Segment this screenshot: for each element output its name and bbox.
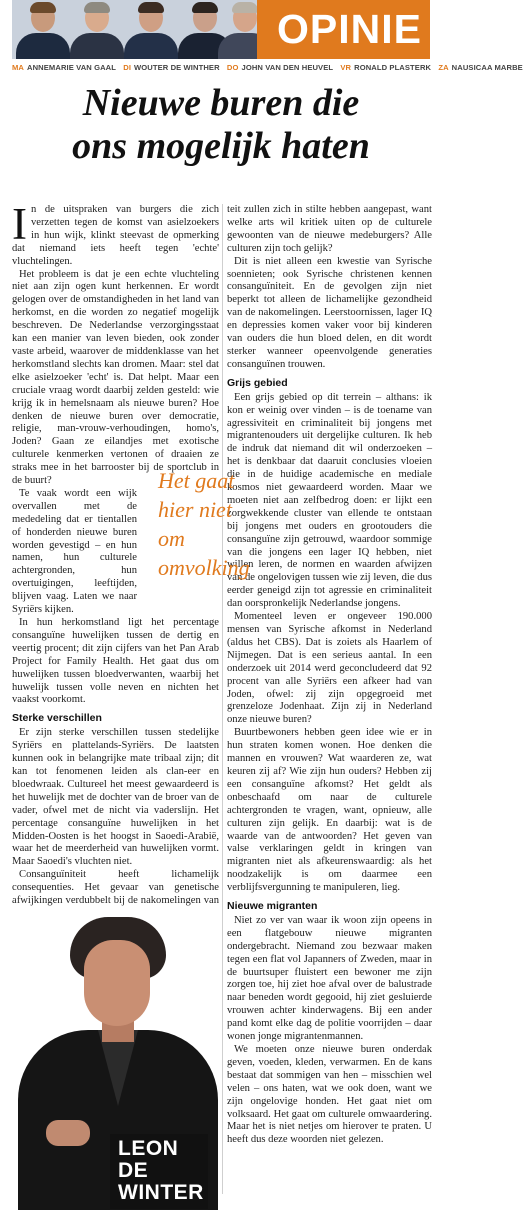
paragraph-text: n de uitspraken van burgers die zich verzetten tegen de komst van asielzoekers in hun wijk, klinkt steevast de opmerking dat niemand iets heeft tegen 'echte' vluchtelingen. (12, 204, 219, 267)
subheading: Grijs gebied (227, 376, 288, 389)
article-headline (12, 82, 430, 168)
author-name-line: LEON DE (118, 1137, 179, 1182)
author-name-box (110, 1134, 208, 1209)
columnist-portrait (14, 0, 72, 59)
byline-name: NAUSICAA MARBE (451, 63, 523, 72)
article-paragraph: teit zullen zich in stilte hebben aangepast, want welke arts wil kritiek uiten op de culturele gewoonten van de nieuwe medeburgers? Alle culturen zijn toch gelijk? (227, 204, 432, 254)
byline-name: JOHN VAN DEN HEUVEL (241, 63, 334, 72)
byline-day: ZA (438, 63, 449, 72)
article-paragraph: Momenteel leven er ongeveer 190.000 mensen van Syrische afkomst in Nederland (aldus het CBS). Dat is zoiets als Haarlem of Nijmegen. Dat is een serieus aantal. In een onderzoek uit 2014 werd geconcludeerd dat 92 procent van alle Syriërs een afkeer had van Joden, ofwel: zij zijn opgegroeid met grenzeloze Jodenhaat. Zijn zij in Nederland onze nieuwe buren? (227, 611, 432, 726)
byline-day: DO (226, 63, 239, 72)
author-photo (12, 908, 219, 1204)
section-label: OPINIE (277, 6, 422, 52)
author-face (84, 940, 150, 1026)
author-name-line: WINTER (118, 1181, 204, 1204)
subheading: Nieuwe migranten (227, 900, 318, 913)
article-paragraph (227, 392, 432, 611)
columnist-header (12, 0, 430, 59)
pull-quote-line: Het gaat (158, 468, 235, 493)
byline-name: ANNEMARIE VAN GAAL (27, 63, 117, 72)
column-divider (222, 204, 223, 1194)
pull-quote-line: om (158, 526, 185, 551)
article-paragraph: Niet zo ver van waar ik woon zijn opeens in een flatgebouw nieuwe migranten ondergebracht. Niemand zou bezwaar maken tegen een flat vol Japanners of Zweden, maar in de buurtsuper fluistert een bewoner me zijn zorgen toe, hij ziet hoe afval over de balustrade naar beneden wordt gegooid, hij ziet gesluierde vrouwen achter kinderwagens. Bij een ander pand komt elke dag de politie voorrijden – daar wonen jonge migrantenmannen. (227, 914, 432, 1043)
byline-day: DI (123, 63, 132, 72)
article-paragraph: We moeten onze nieuwe buren onderdak geven, voeden, kleden, verwarmen. En de kans bestaat dat sommigen van hen – misschien wel velen – ons haten, wat we ook doen, want we zijn ongelovige honden. Het gaat niet om volksaard. Het gaat om culturele omwaardering. Maar het is niet netjes om hierover te praten. U heeft dus deze woorden niet gelezen. (227, 1044, 432, 1146)
article-paragraph (12, 199, 219, 269)
pull-quote-line: hier niet (158, 497, 232, 522)
article-paragraph: Het probleem is dat je een echte vluchteling niet aan zijn ogen kunt herkennen. Er wordt gelogen over de omstandigheden in het land van herkomst, en die worden zo negatief mogelijk beschreven. De Nederlandse verzorgingsstaat kan een manier van leven bieden, ook zonder vaste arbeid, waarover de middenklasse van het herkomstland slechts kan dromen. Maar: stel dat elke asielzoeker 'echt' is. Dat helpt. Maar een cruciale vraag wordt daarbij zelden gesteld: wie krijg ik in hemelsnaam als nieuwe buren? Hoe denken de nieuwe buren over democratie, religie, man-vrouw-verhoudingen, homo's, Joden? Gaan ze eilandjes met exotische culturele kenmerken vertonen of draaien ze straks mee in het barrooster bij de sportclub in de buurt? (12, 268, 219, 487)
subheading: Sterke verschillen (12, 712, 102, 725)
paragraph-text: Te vaak wordt een wijk overvallen met de mededeling dat er tientallen of honderden nieuwe buren worden gevestigd – en hun namen, hun culturele achtergronden, hun overtuigingen, leeftijden, blijven vaag. Laten we naar Syriërs kijken. (12, 487, 137, 616)
pull-quote-line: omvolking (158, 555, 250, 580)
author-hand (46, 1120, 90, 1146)
section-badge (257, 0, 430, 59)
article-column-right (227, 204, 432, 1147)
columnist-bylines (12, 63, 523, 72)
headline-line: ons mogelijk haten (72, 125, 370, 167)
article-paragraph: Dit is niet alleen een kwestie van Syrische soennieten; ook Syrische christenen kennen consanguïniteit. En de gevolgen zijn niet beperkt tot alleen de lichamelijke gezondheid van de nakomelingen. Leerstoornissen, lager IQ en depressies komen vaker voor bij kinderen van ouders die hun bloed delen, en dit wordt sterker wanneer opeenvolgende generaties consanguïnen trouwen. (227, 255, 432, 370)
pull-quote (158, 466, 250, 582)
columnist-portrait (68, 0, 126, 59)
article-paragraph (12, 488, 137, 617)
headline-line: Nieuwe buren die (82, 82, 360, 124)
byline-name: WOUTER DE WINTHER (134, 63, 220, 72)
article-paragraph: Er zijn sterke verschillen tussen stedelijke Syriërs en plattelands-Syriërs. De laatsten kunnen ook in belangrijke mate tribaal zijn; dit kan tot fenomenen leiden als clan-eer en bloedwraak. Cultureel het meest gewaardeerd is het huwelijk met de dochter van de broer van de vader, ofwel met de nicht via vaderslijn. Het percentage consanguïne huwelijken in het Midden-Oosten is het hoogst in Saoedi-Arabië, waar het de meerderheid van huwelijken vormt. Maar Saoedi's vluchten niet. (12, 727, 219, 868)
article-paragraph: In hun herkomstland ligt het percentage consanguïne huwelijken tussen de dertig en veertig procent; dit zijn cijfers van het Pan Arab Project for Family Health. Het gaat dus om huwelijken tussen bloedverwanten, waarbij het huwelijk tussen volle neven en nichten het vaakst voorkomt. (12, 617, 219, 706)
byline-name: RONALD PLASTERK (354, 63, 432, 72)
byline-day: VR (340, 63, 352, 72)
byline-day: MA (12, 63, 25, 72)
drop-cap: I (12, 199, 27, 249)
article-paragraph: Consanguïniteit heeft lichamelijk consequenties. Het gevaar van genetische afwijkingen verdubbelt bij de nakomelingen van (12, 869, 219, 907)
columnist-portrait (122, 0, 180, 59)
paragraph-text: Een grijs gebied op dit terrein – althans: ik kon er weinig over vinden – is de toename van agressiviteit en criminaliteit bij jongens met migrantenouders uit dergelijke culturen. Ik heb de indruk dat niemand dit wil onderzoeken – het is denkbaar dat daaruit conclusies vloeien die in de huidige academische en mediale kosmos niet gewaardeerd worden. Maar we moeten niet aan zelfbedrog doen: er lijkt een zorgwekkende cluster van ellende te ontstaan bij jongens met ouders en grootouders die consanguïne zijn getrouwd, waardoor sommige van die jongens een lager IQ hebben, niet willen leren, de normen en waarden afwijzen van de ongelovigen tussen wie zij leven, die dus eerder geneigd zijn tot agressie en criminaliteit dan oorspronkelijk Nederlandse jongens. (227, 391, 432, 610)
article-paragraph: Buurtbewoners hebben geen idee wie er in hun straten komen wonen. Hoe denken die mannen en vrouwen? Wat waarderen ze, wat keuren zij af? Wie zijn hun ouders? Hebben zij een consanguïne afkomst? Het geldt als onbeschaafd om naar de culturele achtergronden te vragen, want, opnieuw, alle culturen zijn gelijk. En daarbij: wat is de waarde van de antwoorden? Het geven van valse verklaringen geldt in kringen van migranten niet als afkeurenswaardig: als het noodzakelijk is om daarmee een verblijfsvergunning te manipuleren, lieg. (227, 727, 432, 894)
